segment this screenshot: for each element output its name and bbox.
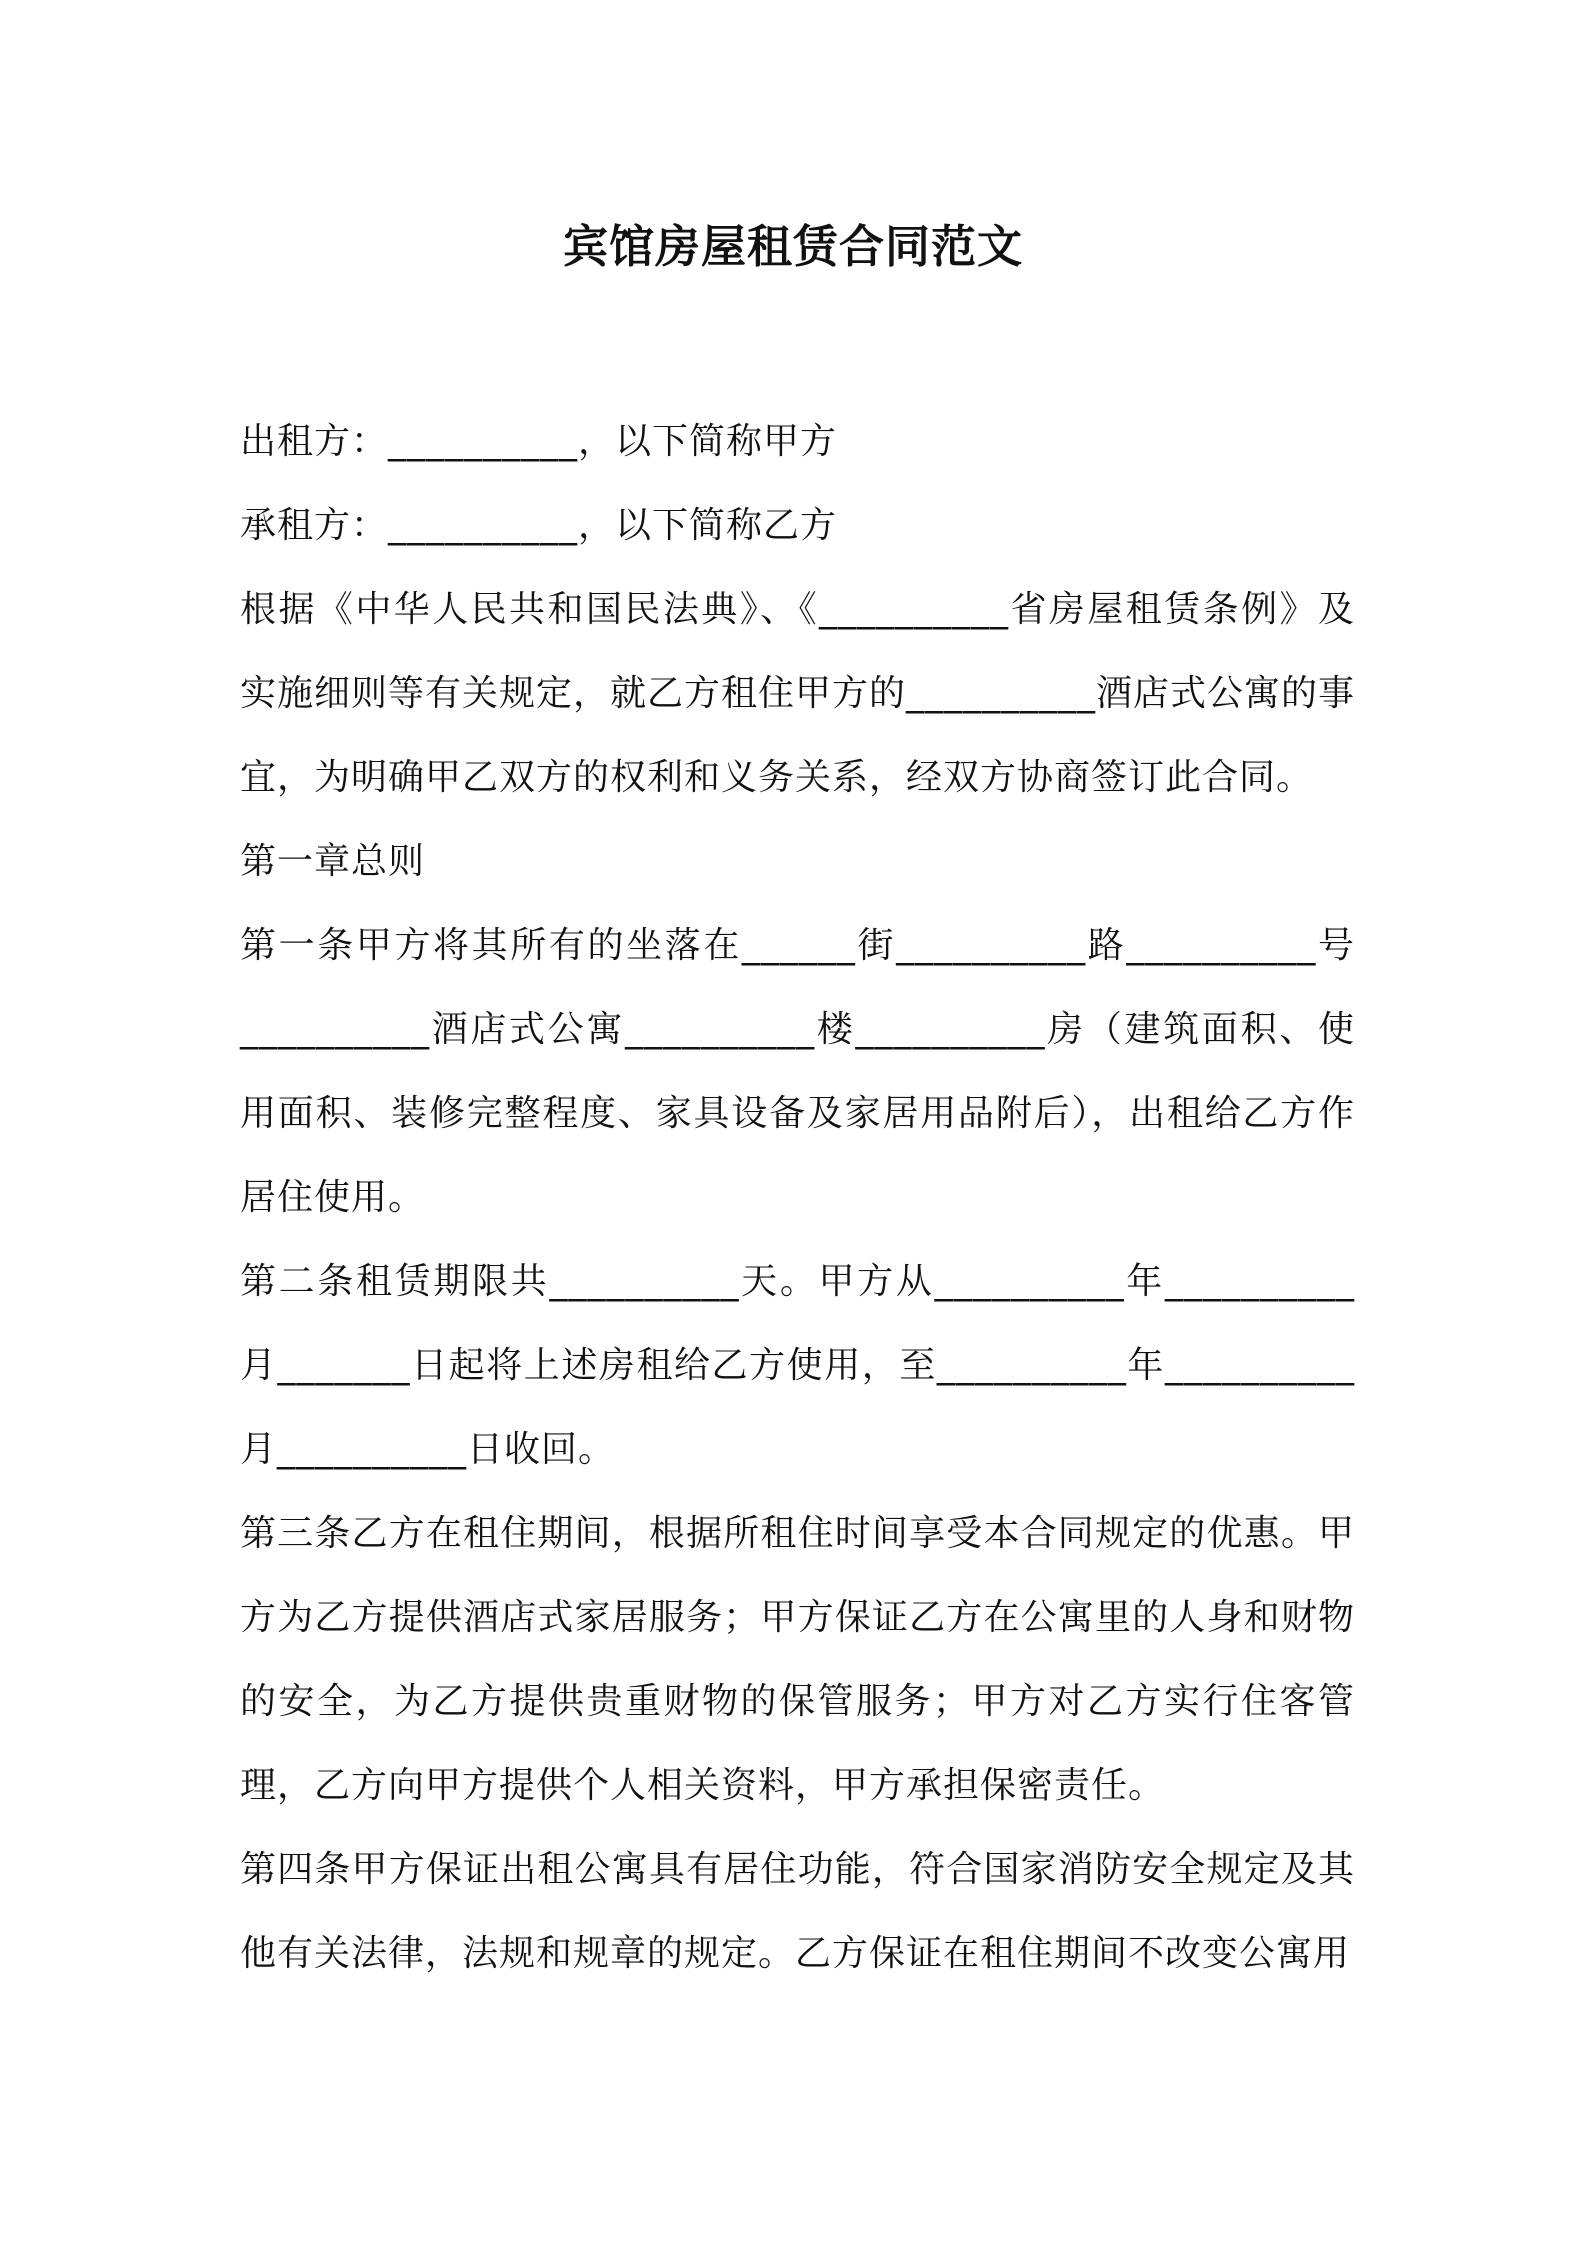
article-3-paragraph: 第三条乙方在租住期间，根据所租住时间享受本合同规定的优惠。甲方为乙方提供酒店式家居服务；甲方保证乙方在公寓里的人身和财物的安全，为乙方提供贵重财物的保管服务；甲方对乙方实行住客管理，乙方向甲方提供个人相关资料，甲方承担保密责任。 [240, 1513, 1355, 1806]
preamble-paragraph: 根据《中华人民共和国民法典》、《__________省房屋租赁条例》及实施细则等有关规定，就乙方租住甲方的__________酒店式公寓的事宜，为明确甲乙双方的权利和义务关系，经双方协商签订此合同。 [240, 589, 1356, 798]
lessee-line: 承租方：__________，以下简称乙方 [240, 505, 838, 546]
article-1-paragraph: 第一条甲方将其所有的坐落在______街__________路__________号__________酒店式公寓__________楼__________房（建筑面积、使用面积、装修完整程度、家具设备及家居用品附后），出租给乙方作居住使用。 [240, 925, 1355, 1218]
article-2-paragraph: 第二条租赁期限共__________天。甲方从__________年__________月_______日起将上述房租给乙方使用，至__________年__________月__________日收回。 [240, 1261, 1355, 1470]
chapter-heading: 第一章总则 [240, 841, 426, 882]
article-4-paragraph: 第四条甲方保证出租公寓具有居住功能，符合国家消防安全规定及其他有关法律，法规和规章的规定。乙方保证在租住期间不改变公寓用 [240, 1849, 1355, 1974]
document-body [240, 400, 1355, 1996]
lessor-line: 出租方：__________，以下简称甲方 [240, 421, 838, 462]
document-title: 宾馆房屋租赁合同范文 [562, 220, 1023, 273]
